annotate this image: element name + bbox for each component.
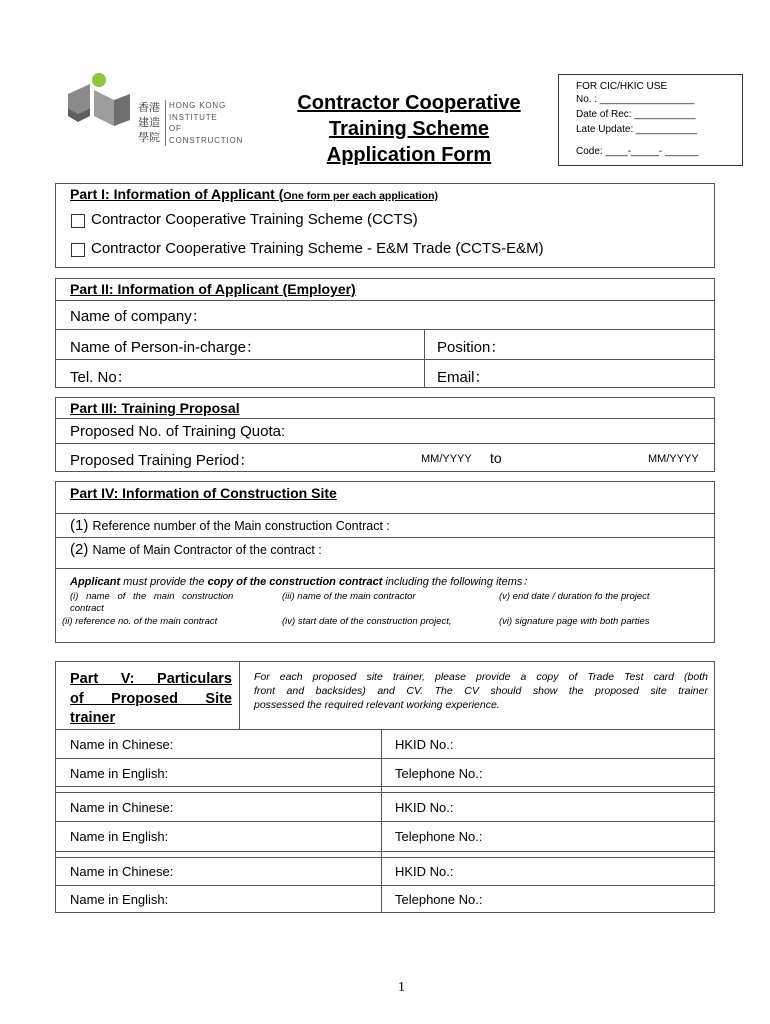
ccts-checkbox[interactable] — [71, 214, 85, 228]
logo-english-line: CONSTRUCTION — [169, 135, 244, 145]
trainer2-english-name-field[interactable]: Name in English: — [70, 829, 169, 844]
office-date-field[interactable]: Date of Rec: ___________ — [576, 109, 696, 120]
part5-note: For each proposed site trainer, please provide a copy of Trade Test card (both front and backsides) and CV. The CV should show the proposed site trainer possessed the required relevant working experience. — [254, 671, 708, 711]
part2-section — [55, 278, 715, 388]
contract-ref-field[interactable]: (1) Reference number of the Main construction Contract : — [70, 517, 390, 534]
title-line-2: Training Scheme — [328, 118, 490, 140]
ccts-em-option-label: Contractor Cooperative Training Scheme - E&M Trade (CCTS-E&M) — [91, 240, 544, 257]
trainer3-chinese-name-field[interactable]: Name in Chinese: — [70, 864, 174, 879]
trainer3-hkid-field[interactable]: HKID No.: — [395, 864, 454, 879]
part5-heading-line: trainer — [70, 710, 116, 726]
trainer3-telephone-field[interactable]: Telephone No.: — [395, 892, 483, 907]
contract-item-i-cont: contract — [70, 603, 104, 614]
position-field[interactable]: Position： — [437, 339, 506, 356]
form-title — [268, 90, 550, 168]
email-field[interactable]: Email： — [437, 369, 490, 386]
trainer1-english-name-field[interactable]: Name in English: — [70, 766, 169, 781]
part3-section — [55, 397, 715, 472]
training-quota-field[interactable]: Proposed No. of Training Quota: — [70, 423, 286, 440]
trainer3-english-name-field[interactable]: Name in English: — [70, 892, 169, 907]
contract-note: Applicant must provide the copy of the construction contract including the following items： — [70, 576, 534, 588]
title-line-3: Application Form — [326, 144, 492, 166]
logo-english-line: HONG KONG — [169, 101, 226, 110]
part5-heading — [70, 670, 232, 729]
page-number: 1 — [398, 980, 405, 995]
period-start-field[interactable]: MM/YYYY — [421, 453, 472, 465]
part1-heading: Part I: Information of Applicant (One form per each application) — [70, 186, 438, 202]
period-end-field[interactable]: MM/YYYY — [648, 453, 699, 465]
trainer2-telephone-field[interactable]: Telephone No.: — [395, 829, 483, 844]
office-code-field[interactable]: Code: ____-_____- ______ — [576, 146, 699, 157]
part4-section — [55, 481, 715, 643]
logo-chinese-line: 建造 — [138, 116, 160, 129]
trainer1-telephone-field[interactable]: Telephone No.: — [395, 766, 483, 781]
ccts-em-checkbox[interactable] — [71, 243, 85, 257]
hkic-logo-mark-icon — [64, 72, 136, 132]
person-in-charge-field[interactable]: Name of Person-in-charge： — [70, 339, 261, 356]
contract-item-ii: (ii) reference no. of the main contract — [62, 616, 218, 627]
trainer2-chinese-name-field[interactable]: Name in Chinese: — [70, 800, 174, 815]
trainer1-hkid-field[interactable]: HKID No.: — [395, 737, 454, 752]
logo-english-line: OF — [169, 124, 182, 133]
part1-section — [55, 183, 715, 268]
main-contractor-field[interactable]: (2) Name of Main Contractor of the contract : — [70, 541, 322, 558]
logo-chinese-line: 學院 — [138, 131, 160, 144]
contract-item-v: (v) end date / duration fo the project — [499, 591, 650, 602]
part2-heading: Part II: Information of Applicant (Employer) — [70, 281, 356, 297]
office-update-field[interactable]: Late Update: ___________ — [576, 124, 698, 135]
office-use-box — [558, 74, 743, 166]
company-name-field[interactable]: Name of company： — [70, 308, 207, 325]
part3-heading: Part III: Training Proposal — [70, 400, 240, 416]
title-line-1: Contractor Cooperative — [297, 92, 521, 114]
contract-item-vi: (vi) signature page with both parties — [499, 616, 650, 627]
training-period-label: Proposed Training Period： — [70, 452, 255, 469]
office-use-heading: FOR CIC/HKIC USE — [576, 81, 668, 92]
trainer1-chinese-name-field[interactable]: Name in Chinese: — [70, 737, 174, 752]
contract-item-iii: (iii) name of the main contractor — [282, 591, 416, 602]
contract-item-iv: (iv) start date of the construction project, — [282, 616, 452, 627]
office-no-field[interactable]: No. : _________________ — [576, 94, 695, 105]
part5-heading-line: of Proposed Site — [70, 690, 232, 707]
contract-item-i: (i) name of the main construction — [70, 591, 234, 602]
ccts-option-label: Contractor Cooperative Training Scheme (CCTS) — [91, 211, 418, 228]
part5-heading-line: Part V: Particulars — [70, 671, 232, 687]
part4-heading: Part IV: Information of Construction Site — [70, 485, 337, 501]
trainer2-hkid-field[interactable]: HKID No.: — [395, 800, 454, 815]
tel-field[interactable]: Tel. No： — [70, 369, 132, 386]
part5-section — [55, 661, 715, 913]
period-to-label: to — [490, 450, 502, 466]
logo-english-line: INSTITUTE — [169, 112, 218, 122]
logo-chinese-line: 香港 — [138, 101, 160, 114]
